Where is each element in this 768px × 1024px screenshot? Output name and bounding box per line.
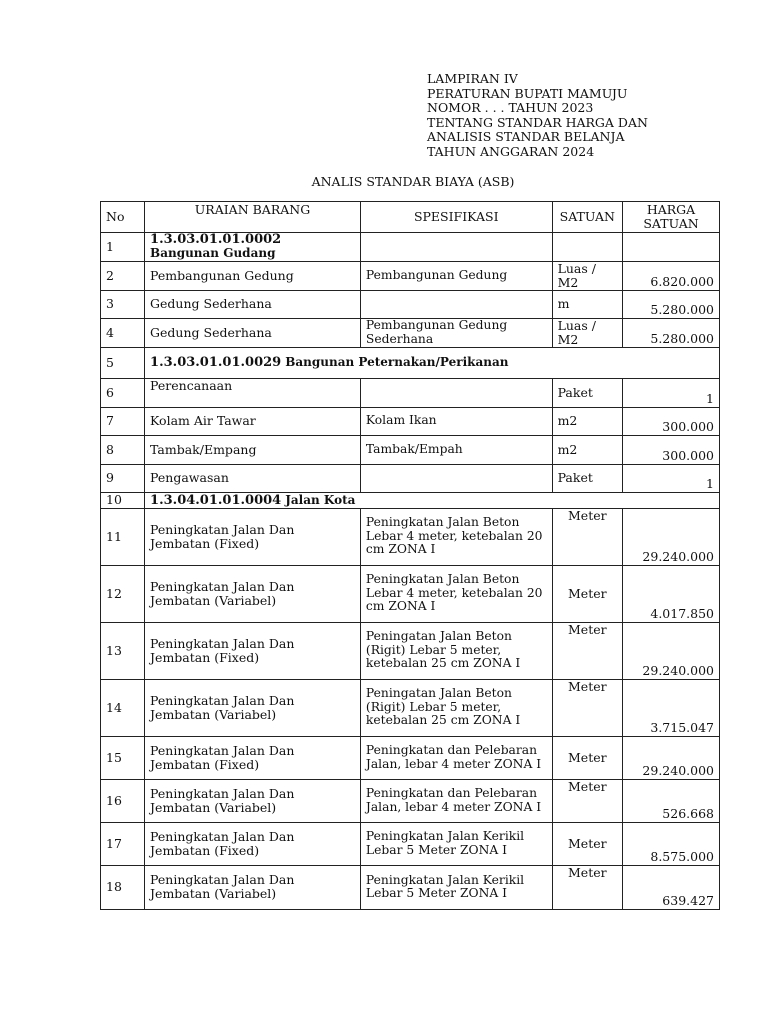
table-header-row [101, 202, 720, 233]
cell-satuan: m2 [552, 435, 622, 464]
cell-uraian: Peningkatan Jalan Dan Jembatan (Variabel) [145, 865, 361, 909]
cell-no: 10 [101, 492, 145, 508]
cell-no: 6 [101, 378, 145, 407]
cell-satuan: Luas / M2 [552, 318, 622, 347]
cell-harga: 5.280.000 [623, 318, 720, 347]
cell-no: 8 [101, 435, 145, 464]
cell-uraian: Pengawasan [145, 464, 361, 492]
cell-no: 9 [101, 464, 145, 492]
cell-spesifikasi: Peningatan Jalan Beton (Rigit) Lebar 5 meter, ketebalan 25 cm ZONA I [360, 679, 552, 736]
section-name: Bangunan Gudang [150, 245, 276, 260]
header-line: LAMPIRAN IV [427, 71, 518, 86]
cell-satuan: Luas / M2 [552, 261, 622, 290]
cell-satuan: m [552, 290, 622, 318]
cell-uraian: Gedung Sederhana [145, 318, 361, 347]
cell-no: 5 [101, 347, 145, 378]
cell-no: 16 [101, 779, 145, 822]
cell-harga: 526.668 [623, 779, 720, 822]
cell-no: 4 [101, 318, 145, 347]
cell-no: 7 [101, 407, 145, 435]
table-row [101, 779, 720, 822]
table-row [101, 492, 720, 508]
cell-satuan: Meter [552, 779, 622, 822]
cell-spesifikasi [360, 233, 552, 262]
cell-uraian: Kolam Air Tawar [145, 407, 361, 435]
section-code: 1.3.04.01.01.0004 [150, 492, 282, 508]
cell-spesifikasi [360, 378, 552, 407]
cell-uraian: Peningkatan Jalan Dan Jembatan (Variabel) [145, 679, 361, 736]
cell-satuan [552, 233, 622, 262]
table-row [101, 622, 720, 679]
table-row [101, 290, 720, 318]
cell-harga: 6.820.000 [623, 261, 720, 290]
section-cell [145, 233, 361, 262]
cell-spesifikasi: Pembangunan Gedung Sederhana [360, 318, 552, 347]
cell-satuan: Meter [552, 822, 622, 865]
cell-satuan: Meter [552, 736, 622, 779]
table-row [101, 464, 720, 492]
cell-uraian: Peningkatan Jalan Dan Jembatan (Fixed) [145, 736, 361, 779]
table-row [101, 347, 720, 378]
table-row [101, 318, 720, 347]
header-line: PERATURAN BUPATI MAMUJU [427, 85, 628, 101]
section-cell [145, 492, 720, 508]
table-row [101, 679, 720, 736]
table-row [101, 822, 720, 865]
cell-no: 15 [101, 736, 145, 779]
cell-harga: 639.427 [623, 865, 720, 909]
cell-satuan: Meter [552, 679, 622, 736]
asb-table [100, 201, 720, 910]
table-row [101, 378, 720, 407]
cell-no: 17 [101, 822, 145, 865]
cell-harga: 29.240.000 [623, 622, 720, 679]
section-name: Bangunan Peternakan/Perikanan [285, 355, 509, 370]
cell-uraian: Peningkatan Jalan Dan Jembatan (Fixed) [145, 508, 361, 565]
cell-harga: 29.240.000 [623, 736, 720, 779]
cell-spesifikasi: Peningkatan dan Pelebaran Jalan, lebar 4 meter ZONA I [360, 736, 552, 779]
col-header-harga [623, 202, 720, 233]
section-cell [145, 347, 720, 378]
cell-spesifikasi: Peningkatan Jalan Kerikil Lebar 5 Meter ZONA I [360, 822, 552, 865]
cell-no: 12 [101, 565, 145, 622]
cell-uraian: Pembangunan Gedung [145, 261, 361, 290]
table-row [101, 407, 720, 435]
cell-no: 1 [101, 233, 145, 262]
cell-harga: 1 [623, 464, 720, 492]
header-line: TAHUN ANGGARAN 2024 [427, 143, 595, 159]
col-header-spesifikasi: SPESIFIKASI [360, 202, 552, 233]
cell-no: 18 [101, 865, 145, 909]
col-header-satuan: SATUAN [552, 202, 622, 233]
cell-harga: 8.575.000 [623, 822, 720, 865]
cell-uraian: Peningkatan Jalan Dan Jembatan (Variabel) [145, 565, 361, 622]
cell-spesifikasi: Pembangunan Gedung [360, 261, 552, 290]
cell-satuan: Paket [552, 464, 622, 492]
cell-spesifikasi [360, 290, 552, 318]
cell-spesifikasi: Tambak/Empah [360, 435, 552, 464]
cell-satuan: m2 [552, 407, 622, 435]
cell-harga: 29.240.000 [623, 508, 720, 565]
cell-satuan: Meter [552, 565, 622, 622]
cell-harga: 300.000 [623, 435, 720, 464]
header-line: TENTANG STANDAR HARGA DAN [427, 114, 648, 130]
col-header-harga-line1: HARGA [646, 202, 696, 217]
section-code: 1.3.03.01.01.0029 [150, 355, 282, 371]
cell-spesifikasi: Peningkatan dan Pelebaran Jalan, lebar 4 meter ZONA I [360, 779, 552, 822]
table-row [101, 508, 720, 565]
table-row [101, 435, 720, 464]
cell-uraian: Peningkatan Jalan Dan Jembatan (Fixed) [145, 822, 361, 865]
cell-spesifikasi [360, 464, 552, 492]
cell-no: 2 [101, 261, 145, 290]
cell-spesifikasi: Kolam Ikan [360, 407, 552, 435]
cell-no: 14 [101, 679, 145, 736]
col-header-no: No [101, 202, 145, 233]
section-code: 1.3.03.01.01.0002 [150, 232, 282, 247]
cell-no: 11 [101, 508, 145, 565]
cell-uraian: Gedung Sederhana [145, 290, 361, 318]
cell-harga: 1 [623, 378, 720, 407]
cell-spesifikasi: Peningkatan Jalan Kerikil Lebar 5 Meter ZONA I [360, 865, 552, 909]
cell-harga: 3.715.047 [623, 679, 720, 736]
cell-no: 13 [101, 622, 145, 679]
cell-uraian: Peningkatan Jalan Dan Jembatan (Variabel) [145, 779, 361, 822]
cell-harga [623, 233, 720, 262]
document-title: ANALIS STANDAR BIAYA (ASB) [311, 174, 515, 189]
table-row [101, 736, 720, 779]
document-header [427, 72, 648, 160]
cell-satuan: Meter [552, 622, 622, 679]
header-line: ANALISIS STANDAR BELANJA [427, 129, 625, 145]
header-line: NOMOR . . . TAHUN 2023 [427, 100, 594, 116]
cell-spesifikasi: Peningkatan Jalan Beton Lebar 4 meter, ketebalan 20 cm ZONA I [360, 565, 552, 622]
cell-harga: 300.000 [623, 407, 720, 435]
table-row [101, 233, 720, 262]
cell-satuan: Paket [552, 378, 622, 407]
table-row [101, 565, 720, 622]
cell-uraian: Peningkatan Jalan Dan Jembatan (Fixed) [145, 622, 361, 679]
cell-uraian: Perencanaan [145, 378, 361, 407]
table-row [101, 261, 720, 290]
cell-harga: 5.280.000 [623, 290, 720, 318]
cell-spesifikasi: Peningatan Jalan Beton (Rigit) Lebar 5 meter, ketebalan 25 cm ZONA I [360, 622, 552, 679]
cell-satuan: Meter [552, 865, 622, 909]
cell-no: 3 [101, 290, 145, 318]
cell-harga: 4.017.850 [623, 565, 720, 622]
col-header-harga-line2: SATUAN [643, 216, 699, 231]
section-name: Jalan Kota [285, 492, 356, 507]
cell-uraian: Tambak/Empang [145, 435, 361, 464]
cell-spesifikasi: Peningkatan Jalan Beton Lebar 4 meter, ketebalan 20 cm ZONA I [360, 508, 552, 565]
col-header-uraian: URAIAN BARANG [145, 202, 361, 233]
table-row [101, 865, 720, 909]
cell-satuan: Meter [552, 508, 622, 565]
